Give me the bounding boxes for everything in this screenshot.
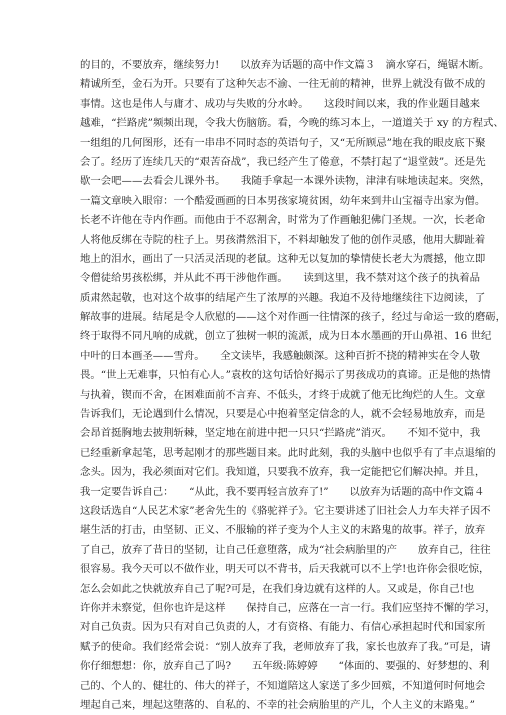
text-line: 一篇文章映入眼帘：一个酷爱画画的日本男孩家境贫困，幼年来到井山宝福寺出家为僧。 (80, 194, 486, 207)
text-line: 这段话选自“人民艺术家”老舍先生的《骆驼祥子》。它主要讲述了旧社会人力车夫祥子因不 (80, 504, 491, 517)
essay-text (80, 56, 506, 715)
text-line: 很容易。我今天可以不做作业，明天可以不背书，后天我就可以不上学!也许你会很吃惊， (80, 563, 490, 576)
text-line: 堪生活的打击，由坚韧、正义、不服输的祥子变为个人主义的末路鬼的故事。祥子，放弃 (80, 524, 486, 537)
text-line: 你仔细想想：你，放弃自己了吗? 五年级:陈婷婷 “体面的、要强的、好梦想的、利 (80, 660, 490, 673)
text-line: 质肃然起敬，也对这个故事的结尾产生了浓厚的兴趣。我迫不及待地继续往下边阅读，了 (80, 291, 486, 304)
text-line: 己的、个人的、健壮的、伟大的祥子，不知道陪这人家送了多少回殡，不知道何时何地会 (80, 679, 486, 692)
text-line: 会昂首挺胸地去披荆斩棘，坚定地在前进中把一只只“拦路虎”消灭。 不知不觉中，我 (80, 427, 481, 440)
text-line: 中叶的日本画圣——雪舟。 全文读毕，我感触颇深。这种百折不挠的精神实在令人敬 (80, 349, 481, 362)
text-line: 精诚所至，金石为开。只要有了这种矢志不渝、一往无前的精神，世界上就没有做不成的 (80, 78, 486, 91)
text-line: 已经重新拿起笔，思考起刚才的那些题目来。此时此刻，我的头脑中也似乎有了丰点退缩的 (80, 446, 496, 459)
text-line: 许你并未察觉，但你也许是这样 保持自己，应落在一言一行。我们应坚持不懈的学习， (80, 601, 496, 614)
text-line: 事情。这也是伟人与庸才、成功与失败的分水岭。 这段时间以来，我的作业题目越来 (80, 97, 481, 110)
text-line: 与执着，锲而不舍，在困难面前不言弃、不低头，才终于成就了他无比绚烂的人生。文章 (80, 388, 486, 401)
text-line: 人将他反绑在寺院的柱子上。男孩潸然泪下，不料却触发了他的创作灵感，他用大脚趾着 (80, 233, 486, 246)
text-line: 长老不许他在寺内作画。而他由于不忍割舍，时常为了作画触犯佛门圣规。一次，长老命 (80, 214, 486, 227)
text-line: 赋予的使命。我们经常会说：“别人放弃了我，老师放弃了我，家长也放弃了我。”可是，请 (80, 640, 491, 653)
text-line: 我一定要告诉自己： “从此，我不要再轻言放弃了!” 以放弃为话题的高中作文篇４ (80, 485, 485, 498)
text-line: 越难，“拦路虎”频频出现，令我大伤脑筋。看，今晚的练习本上，一道道关于 xy 的方程式、 (80, 117, 504, 130)
text-line: 歇一会吧——去看会儿课外书。 我随手拿起一本课外读物，津津有味地读起来。突然， (80, 175, 491, 188)
text-line: 畏。“世上无难事，只怕有心人。”袁枚的这句话恰好揭示了男孩成功的真谛。正是他的热情 (80, 369, 491, 382)
text-line: 地上的泪水，画出了一只活灵活现的老鼠。这种无以复加的挚情使长老大为震撼，他立即 (80, 252, 486, 265)
text-line: 终于取得不同凡响的成就，创立了独树一帜的流派，成为日本水墨画的开山鼻祖、16 世纪 (80, 330, 492, 343)
text-line: 一组组的几何图形，还有一串串不同时态的英语句子，又“无所顾忌”地在我的眼皮底下聚 (80, 136, 486, 149)
text-line: 对自己负责。因为只有对自己负责的人，才有资格、有能力、有信心承担起时代和国家所 (80, 621, 486, 634)
text-line: 告诉我们，无论遇到什么情况，只要是心中抱着坚定信念的人，就不会轻易地放弃，而是 (80, 408, 486, 421)
text-line: 解故事的进展。结尾是令人欣慰的——这个对作画一往情深的孩子，经过与命运一致的磨砺， (80, 311, 506, 324)
text-line: 的目的，不要放弃，继续努力! 以放弃为话题的高中作文篇３ 滴水穿石，绳锯木断。 (80, 59, 490, 71)
text-line: 念头。因为，我必须面对它们。我知道，只要我不放弃，我一定能把它们解决掉。并且， (80, 466, 486, 479)
text-line: 埋起自己来，埋起这堕落的、自私的、不幸的社会病胎里的产儿，个人主义的末路鬼。” (80, 698, 475, 711)
text-line: 会了。经历了连续几天的“艰苦奋战”，我已经产生了倦意，不禁打起了“退堂鼓”。还是先 (80, 155, 486, 168)
text-line: 令僧徒给男孩松绑，并从此不再干涉他作画。 读到这里，我不禁对这个孩子的执着品 (80, 272, 481, 285)
text-line: 了自己，放弃了昔日的坚韧，让自己任意堕落，成为“社会病胎里的产 放弃自己，往往 (80, 543, 491, 556)
text-line: 怎么会如此之快就放弃自己了呢?可是，在我们身边就有这样的人。又或是，你自己!也 (80, 582, 475, 595)
